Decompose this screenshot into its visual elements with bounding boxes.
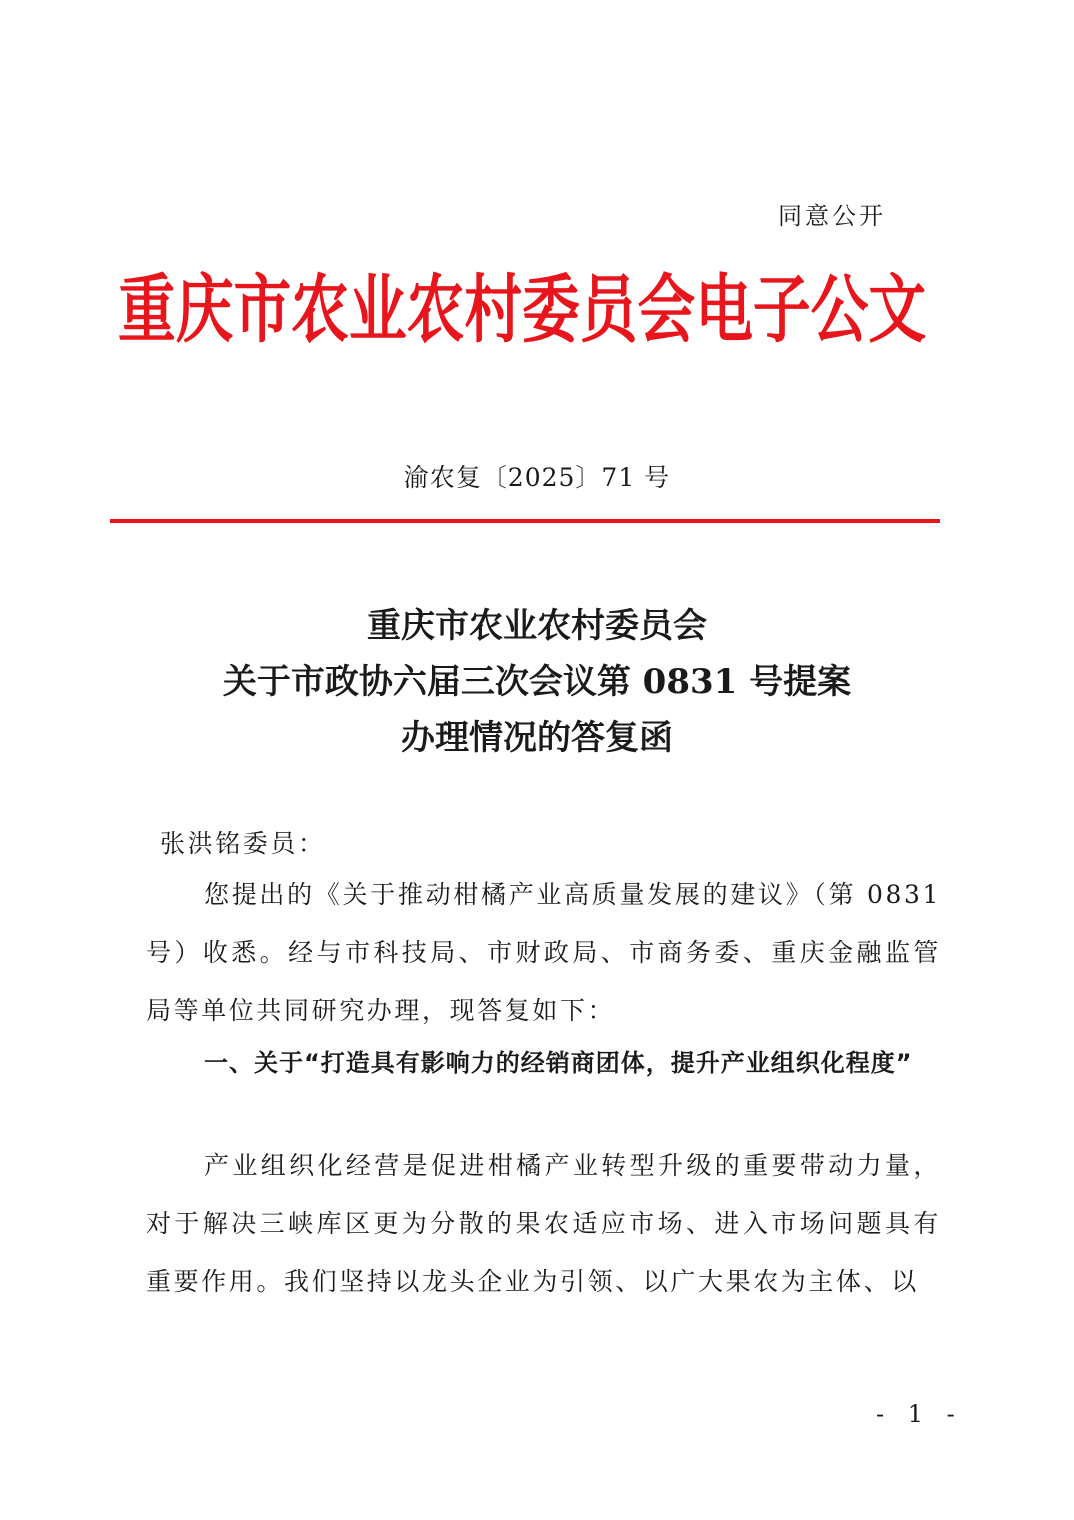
title-line-3: 办理情况的答复函 xyxy=(401,718,673,758)
red-separator-line xyxy=(110,519,940,523)
body-paragraph-2: 产业组织化经营是促进柑橘产业转型升级的重要带动力量，对于解决三峡库区更为分散的果农适应市场、进入市场问题具有重要作用。我们坚持以龙头企业为引领、以广大果农为主体、以 xyxy=(146,1151,941,1296)
disclosure-label: 同意公开 xyxy=(778,202,886,230)
document-number: 渝农复〔2025〕71 号 xyxy=(403,463,671,492)
body-paragraph-1: 您提出的《关于推动柑橘产业高质量发展的建议》（第 0831 号）收悉。经与市科技局、市财政局、市商务委、重庆金融监管局等单位共同研究办理，现答复如下： xyxy=(146,880,941,1025)
title-line-2: 关于市政协六届三次会议第 0831 号提案 xyxy=(222,662,852,702)
salutation: 张洪铭委员： xyxy=(160,829,326,858)
document-title xyxy=(0,598,1074,766)
masthead-title: 重庆市农业农村委员会电子公文 xyxy=(118,267,927,353)
page-number: - 1 - xyxy=(876,1400,963,1428)
section-heading-1: 一、关于“打造具有影响力的经销商团体，提升产业组织化程度” xyxy=(204,1049,913,1077)
title-line-1: 重庆市农业农村委员会 xyxy=(367,606,707,646)
